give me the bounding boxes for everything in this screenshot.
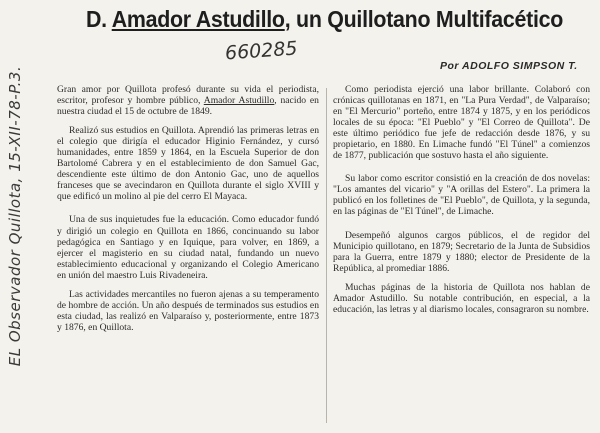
handwritten-catalog-number: 660285 [224,37,299,65]
left-p1-text-a: Gran amor por Quillota profesó durante su vida el periodista, escritor, profesor y hombre público, [57,84,319,107]
handwritten-source-note [2,4,28,428]
left-column [57,84,319,341]
right-paragraph-2: Su labor como escritor consistió en la creación de dos novelas: "Los amantes del vicario" y "A orillas del Estero". La primera la publicó en los folletines de "El Pueblo", de Quillota, y la segunda, en las páginas de "El Túnel", de Limache. [333,173,590,218]
column-divider [326,88,327,423]
article-byline: Por ADOLFO SIMPSON T. [440,60,578,72]
right-column [333,84,590,323]
left-paragraph-4: Las actividades mercantiles no fueron ajenas a su temperamento de hombre de acción. Un año después de terminados sus estudios en esta ciudad, las realizó en Valparaíso y, posteriormente, entre 1873 y 1876, en Quillota. [57,288,319,333]
left-p1-text-b: , nacido en nuestra ciudad el 15 de octubre de 1849. [57,95,319,118]
title-suffix: , un Quillotano Multifacético [284,6,564,32]
right-paragraph-3: Desempeñó algunos cargos públicos, el de regidor del Municipio quillotano, en 1879; Secretario de la Junta de Subsidios para la Guerra, entre 1879 y 1880; elector de Presidente de la República, al promediar 1886. [333,229,590,274]
left-paragraph-2: Realizó sus estudios en Quillota. Aprendió las primeras letras en el colegio que dirigía el educador Higinio Fernández, y cursó humanidades, entre 1859 y 1864, en la Escuela Superior de don Bartolomé Cabrera y en el establecimiento de don Samuel Gac, descendiente este último de don Antonio Gac, uno de aquellos franceses que se avecindaron en Quillota durante el siglo XVIII y que edificó un molino al pie del cerro El Mayaca. [57,125,319,203]
source-note-text: EL Observador Quillota, 15-XII-78-P.3. [6,65,24,367]
left-paragraph-3: Una de sus inquietudes fue la educación. Como educador fundó y dirigió un colegio en Quillota en 1866, concinuando su labor pedagógica en Santiago y en Iquique, para volver, en 1869, a ejercer el magisterio en su ciudad natal, fundando un nuevo establecimiento educacional y organizando el Colegio Americano en unión del maestro Luis Rivadeneira. [57,214,319,281]
title-name: Amador Astudillo [111,6,285,32]
left-paragraph-1 [57,84,319,117]
right-paragraph-1: Como periodista ejerció una labor brillante. Colaboró con crónicas quillotanas en 1871, en "La Pura Verdad", de Valparaíso; en "El Mercurio" porteño, entre 1874 y 1875, y en los periódicos locales de su época: "El Pueblo" y "El Correo de Quillota". De este último periódico fue jefe de redacción desde 1876, y su propietario, en 1880. En Limache fundó "El Túnel" a comienzos de 1877, publicación que sostuvo hasta el año siguiente. [333,84,590,162]
article-title [86,6,564,33]
left-p1-name: Amador Astudillo [203,95,275,107]
title-prefix: D. [86,6,112,32]
right-paragraph-4: Muchas páginas de la historia de Quillota nos hablan de Amador Astudillo. Su notable contribución, en especial, a la educación, las letras y al diarismo locales, consagraron su nombre. [333,281,590,315]
